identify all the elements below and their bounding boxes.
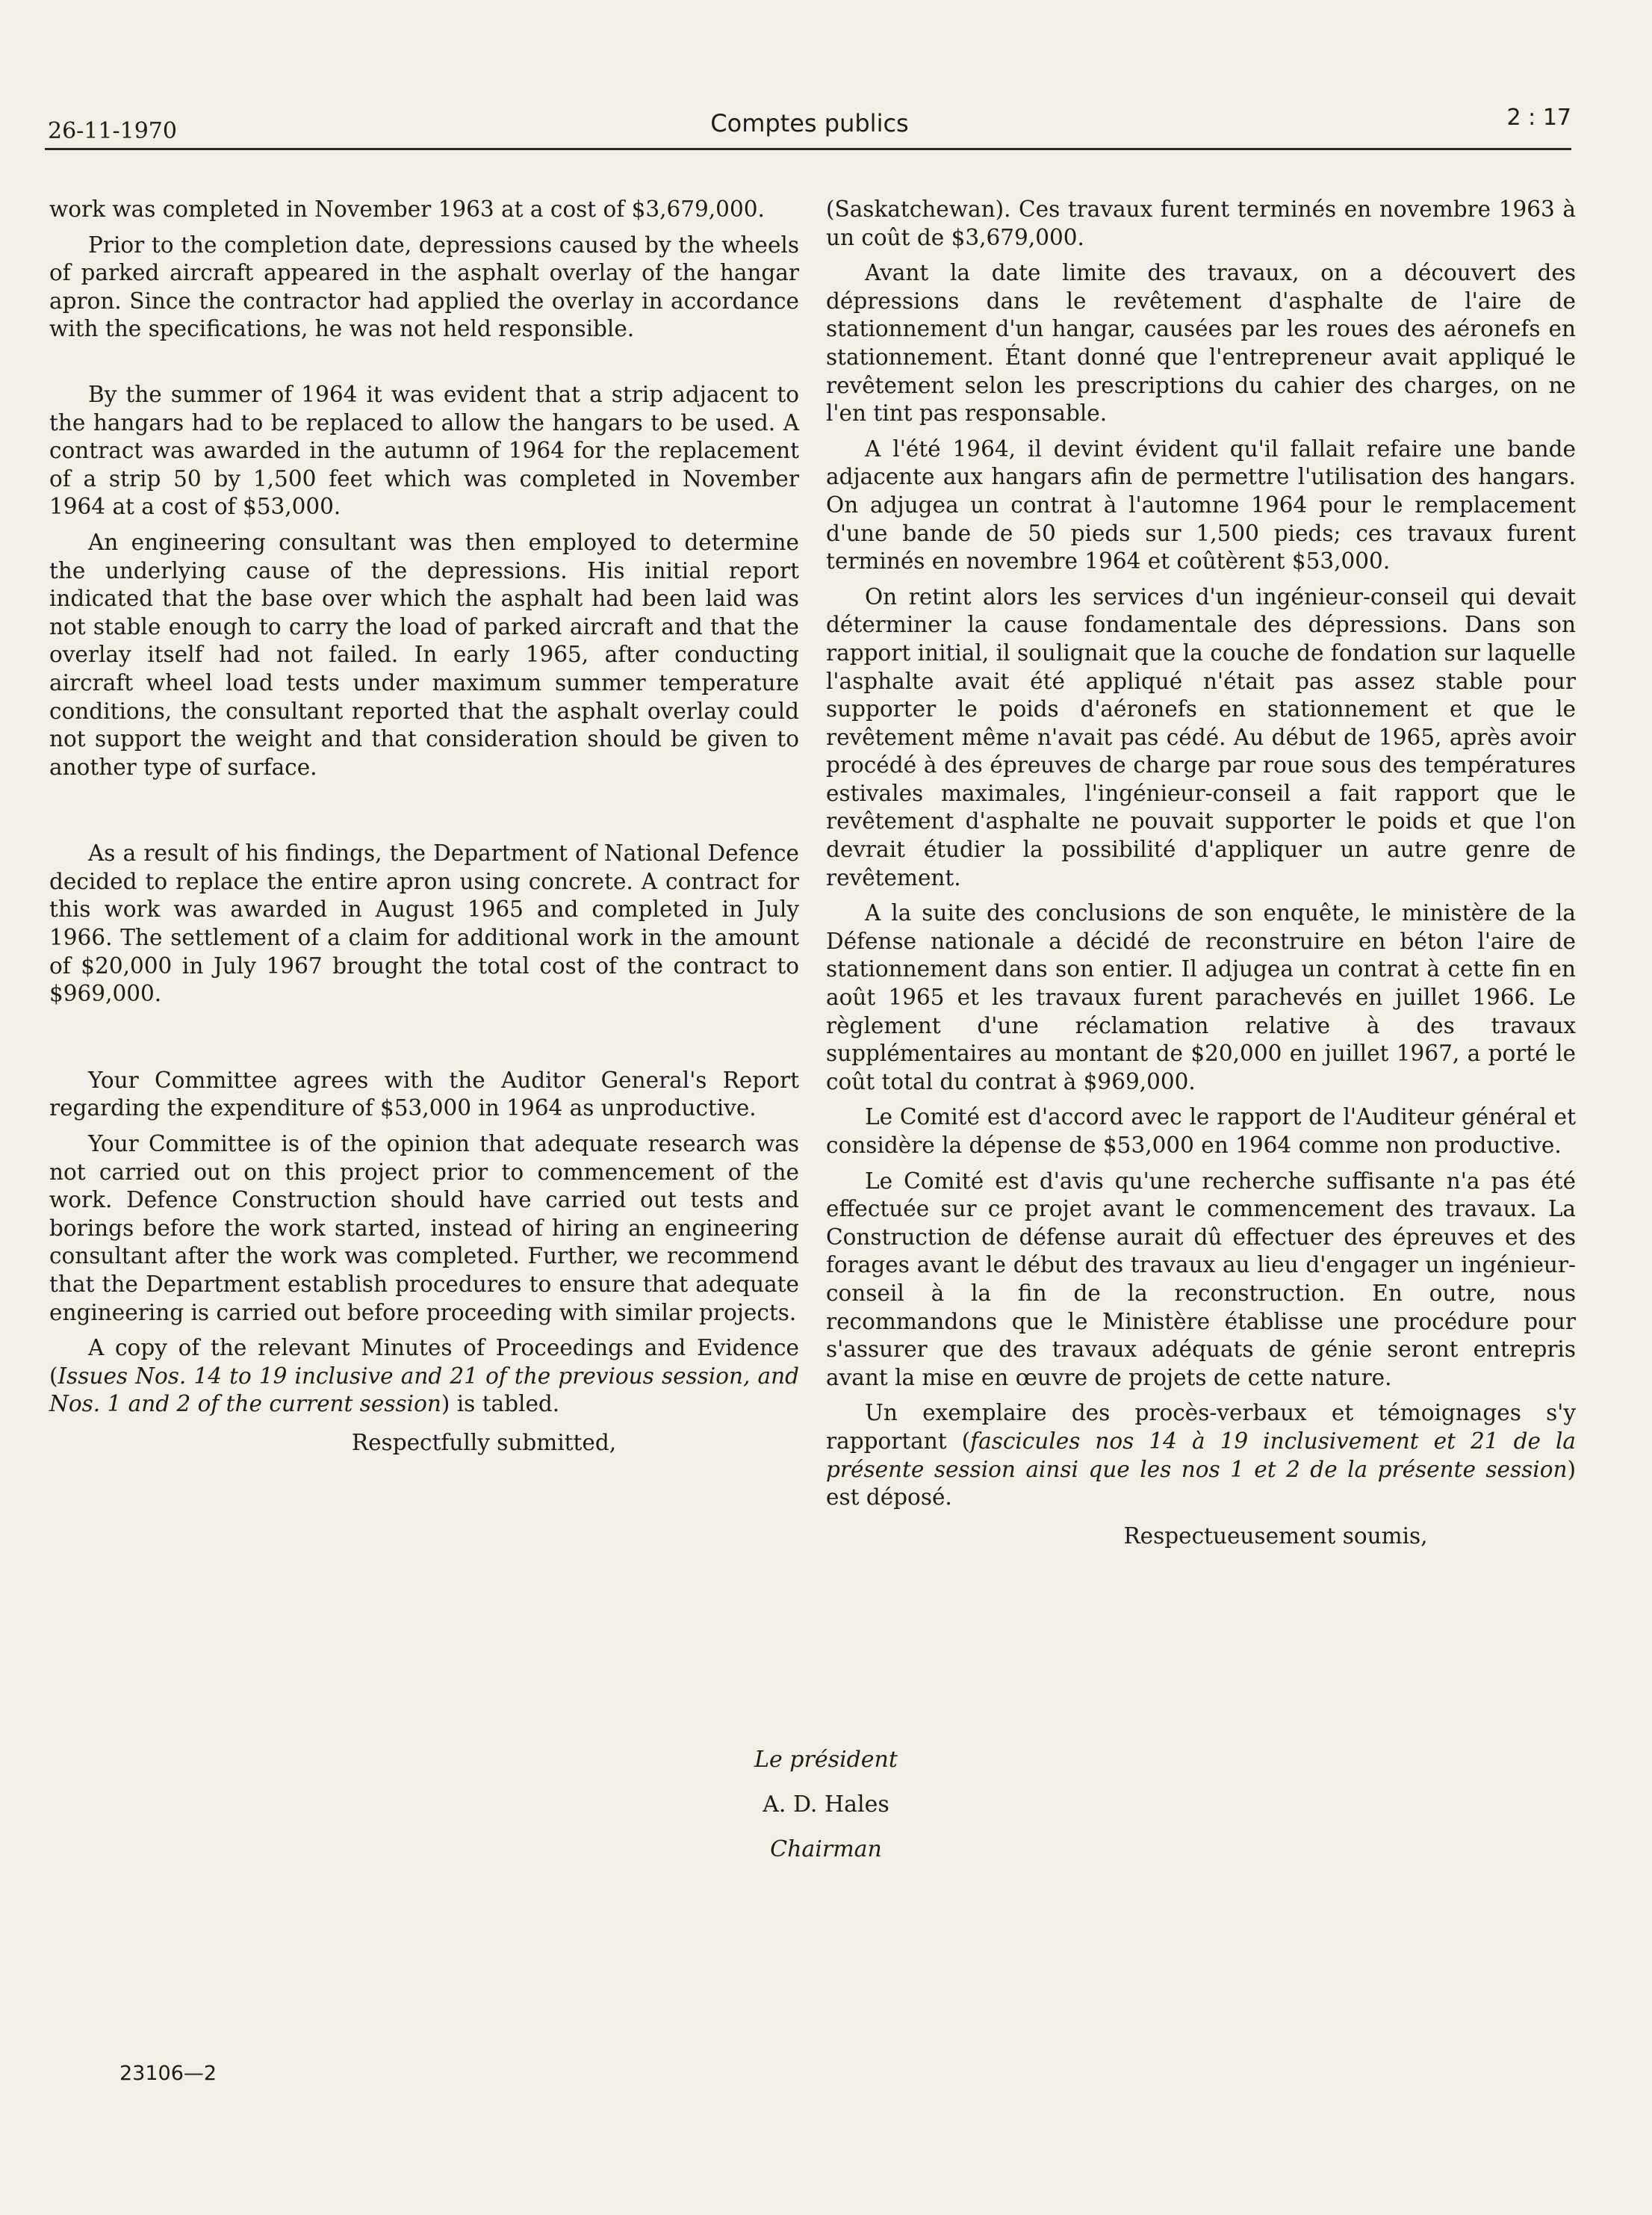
footer-code: 23106—2 bbox=[119, 2062, 217, 2085]
paragraph: A la suite des conclusions de son enquête, le ministère de la Défense nationale a décidé de reconstruire en béton l'aire de stationnement dans son entier. Il adjugea un contrat à cette fin en août 1965 et les travaux furent parachevés en juillet 1966. Le règlement d'une réclamation relative à des travaux supplémentaires au montant de $20,000 en juillet 1967, a porté le coût total du contrat à $969,000. bbox=[826, 900, 1576, 1094]
fascicules-reference: fascicules nos 14 à 19 inclusivement et 21 de la présente session ainsi que les nos 1 et 2 de la présente session bbox=[826, 1428, 1576, 1482]
spacer bbox=[49, 789, 799, 840]
paragraph: By the summer of 1964 it was evident that a strip adjacent to the hangars had to be replaced to allow the hangars to be used. A contract was awarded in the autumn of 1964 for the replacement of a strip 50 by 1,500 feet which was completed in November 1964 at a cost of $53,000. bbox=[49, 381, 799, 520]
signature-name: A. D. Hales bbox=[763, 1791, 889, 1818]
header-page-number: 2 : 17 bbox=[1506, 105, 1571, 131]
paragraph: An engineering consultant was then employed to determine the underlying cause of the depressions. His initial report indicated that the base over which the asphalt had been laid was not stable enough to carry the load of parked aircraft and that the overlay itself had not failed. In early 1965, after conducting aircraft wheel load tests under maximum summer temperature conditions, the consultant reported that the asphalt overlay could not support the weight and that consideration should be given to another type of surface. bbox=[49, 529, 799, 780]
closing-french: Respectueusement soumis, bbox=[1123, 1522, 1428, 1549]
paragraph: Un exemplaire des procès-verbaux et témoignages s'y rapportant (fascicules nos 14 à 19 inclusivement et 21 de la présente session ainsi que les nos 1 et 2 de la présente session) est déposé. bbox=[826, 1400, 1576, 1511]
paragraph: Le Comité est d'avis qu'une recherche suffisante n'a pas été effectuée sur ce projet avant le commencement des travaux. La Construction de défense aurait dû effectuer des épreuves et des forages avant le début des travaux au lieu d'engager un ingénieur-conseil à la fin de la reconstruction. En outre, nous recommandons que le Ministère établisse une procédure pour s'assurer que des travaux adéquats de génie seront entrepris avant la mise en œuvre de projets de cette nature. bbox=[826, 1168, 1576, 1390]
paragraph: Le Comité est d'accord avec le rapport de l'Auditeur général et considère la dépense de $53,000 en 1964 comme non productive. bbox=[826, 1104, 1576, 1158]
signature-title-english: Chairman bbox=[770, 1836, 882, 1862]
header-rule bbox=[45, 148, 1571, 150]
paragraph: On retint alors les services d'un ingénieur-conseil qui devait déterminer la cause fondamentale des dépressions. Dans son rapport initial, il soulignait que la couche de fondation sur laquelle l'asphalte avait été appliqué n'était pas assez stable pour supporter le poids d'aéronefs en stationnement et que le revêtement même n'avait pas cédé. Au début de 1965, après avoir procédé à des épreuves de charge par roue sous des températures estivales maximales, l'ingénieur-conseil a fait rapport que le revêtement d'asphalte ne pouvait supporter le poids et que l'on devrait étudier la possibilité d'appliquer un autre genre de revêtement. bbox=[826, 583, 1576, 890]
paragraph: As a result of his findings, the Department of National Defence decided to replace the entire apron using concrete. A contract for this work was awarded in August 1965 and completed in July 1966. The settlement of a claim for additional work in the amount of $20,000 in July 1967 brought the total cost of the contract to $969,000. bbox=[49, 840, 799, 1007]
paragraph: (Saskatchewan). Ces travaux furent terminés en novembre 1963 à un coût de $3,679,000. bbox=[826, 196, 1576, 250]
header-title: Comptes publics bbox=[710, 109, 909, 137]
paragraph: Your Committee agrees with the Auditor General's Report regarding the expenditure of $53,000 in 1964 as unproductive. bbox=[49, 1067, 799, 1121]
paragraph: Your Committee is of the opinion that adequate research was not carried out on this project prior to commencement of the work. Defence Construction should have carried out tests and borings before the work started, instead of hiring an engineering consultant after the work was completed. Further, we recommend that the Department establish procedures to ensure that adequate engineering is carried out before proceeding with similar projects. bbox=[49, 1131, 799, 1325]
issues-reference: Issues Nos. 14 to 19 inclusive and 21 of the previous session, and Nos. 1 and 2 of the current session bbox=[49, 1363, 799, 1417]
paragraph: A copy of the relevant Minutes of Proceedings and Evidence (Issues Nos. 14 to 19 inclusive and 21 of the previous session, and Nos. 1 and 2 of the current session) is tabled. bbox=[49, 1335, 799, 1417]
closing-english: Respectfully submitted, bbox=[351, 1429, 617, 1455]
paragraph: work was completed in November 1963 at a cost of $3,679,000. bbox=[49, 196, 765, 222]
header-date: 26-11-1970 bbox=[48, 118, 177, 144]
paragraph: A l'été 1964, il devint évident qu'il fallait refaire une bande adjacente aux hangars afin de permettre l'utilisation des hangars. On adjugea un contrat à l'automne 1964 pour le remplacement d'une bande de 50 pieds sur 1,500 pieds; ces travaux furent terminés en novembre 1964 et coûtèrent $53,000. bbox=[826, 436, 1576, 574]
spacer bbox=[49, 1016, 799, 1067]
signature-title-french: Le président bbox=[754, 1747, 898, 1773]
paragraph: Prior to the completion date, depressions caused by the wheels of parked aircraft appeared in the asphalt overlay of the hangar apron. Since the contractor had applied the overlay in accordance with the specifications, he was not held responsible. bbox=[49, 232, 799, 342]
paragraph: Avant la date limite des travaux, on a découvert des dépressions dans le revêtement d'asphalte de l'aire de stationnement d'un hangar, causées par les roues des aéronefs en stationnement. Étant donné que l'entrepreneur avait appliqué le revêtement selon les prescriptions du cahier des charges, on ne l'en tint pas responsable. bbox=[826, 260, 1576, 427]
english-column bbox=[49, 196, 799, 1465]
french-column bbox=[826, 196, 1576, 1558]
page-header bbox=[48, 105, 1571, 151]
spacer bbox=[49, 351, 799, 381]
